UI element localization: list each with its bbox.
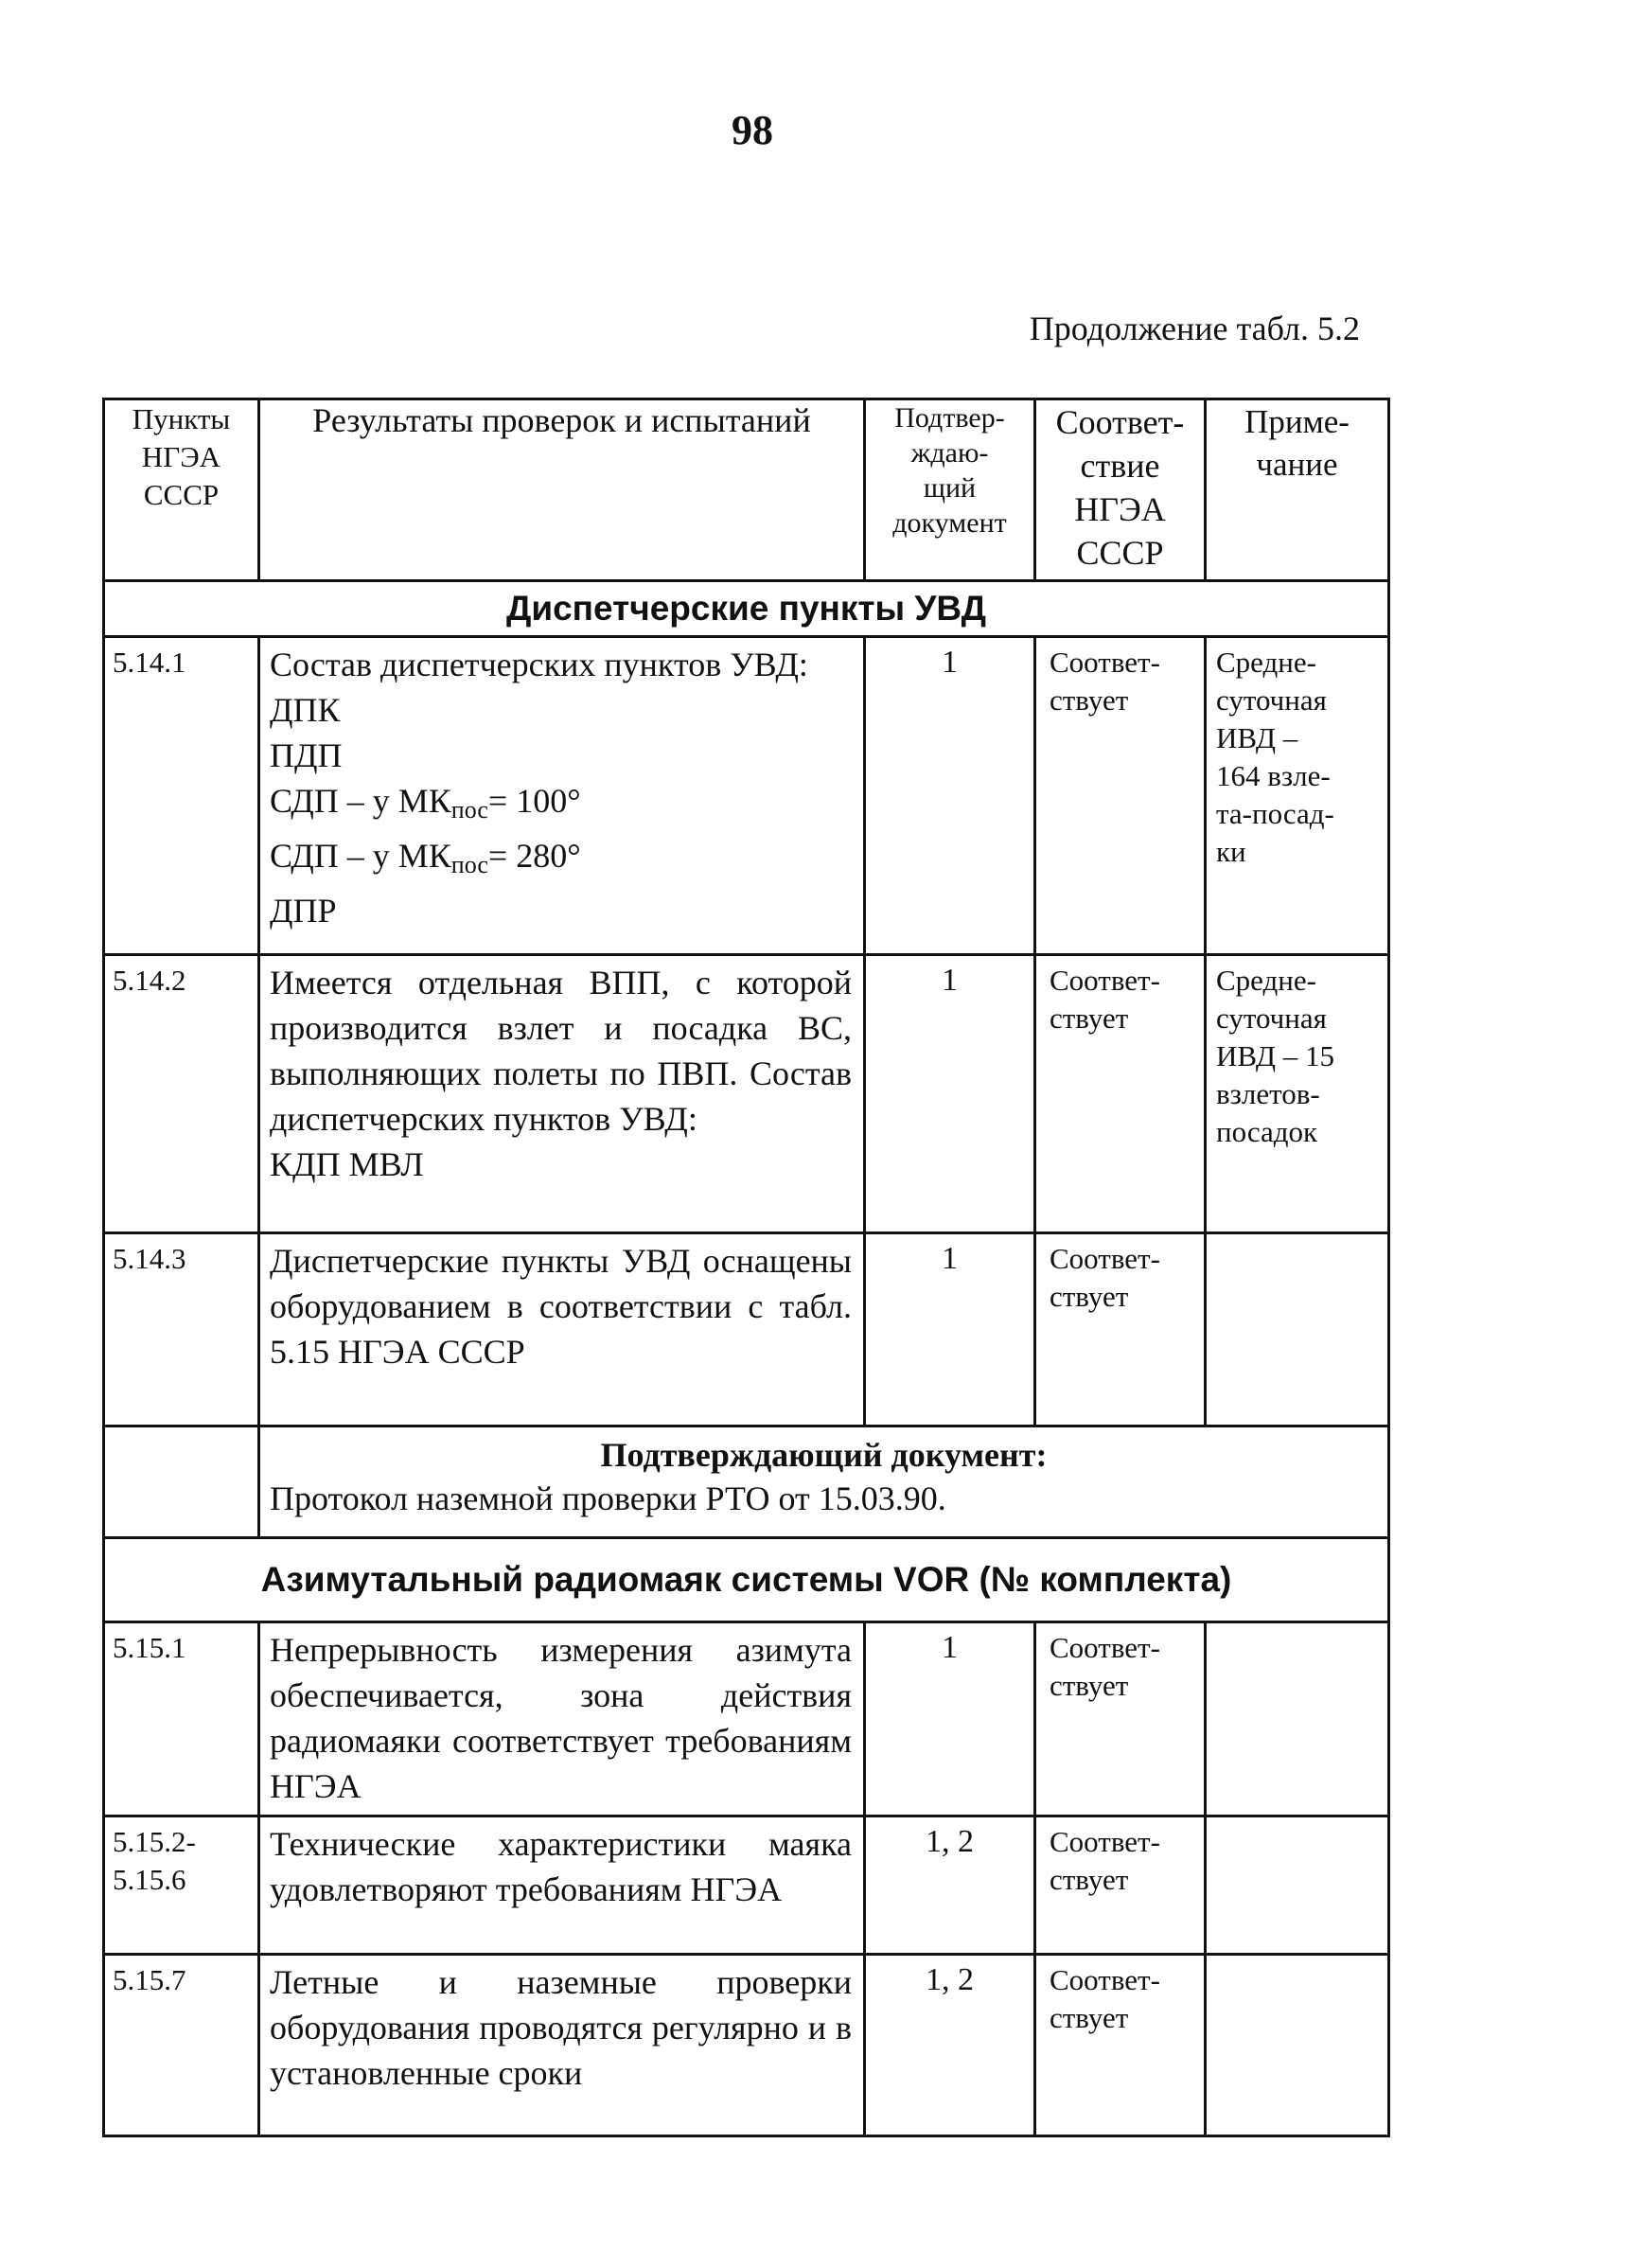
header-results: Результаты проверок и испытаний bbox=[259, 399, 865, 581]
note-cell bbox=[1206, 1622, 1389, 1816]
table-header-row bbox=[104, 399, 1389, 581]
item-number: 5.14.2 bbox=[104, 955, 259, 1233]
item-number: 5.15.2- 5.15.6 bbox=[104, 1816, 259, 1955]
section-title-dispatch: Диспетчерские пункты УВД bbox=[104, 581, 1389, 637]
result-cell: Состав диспетчерских пунктов УВД: ДПК ПДП СДП – у $МК_{пос}= 100^\circ$ СДП – у $МК_{пос}= 280^\circ$ ДПР bbox=[259, 637, 865, 955]
compliance-cell: Соответ- ствует bbox=[1035, 637, 1206, 955]
compliance-cell: Соответ- ствует bbox=[1035, 1955, 1206, 2136]
section-row bbox=[104, 1538, 1389, 1622]
note-cell: Средне- суточная ИВД – 164 взле- та-посад- ки bbox=[1206, 637, 1389, 955]
confirm-document-text: Протокол наземной проверки РТО от 15.03.90. bbox=[270, 1480, 946, 1517]
document-ref: 1, 2 bbox=[865, 1816, 1035, 1955]
result-cell: Имеется отдельная ВПП, с которой производится взлет и посадка ВС, выполняющих полеты по ПВП. Состав диспетчерских пунктов УВД: КДП МВЛ bbox=[259, 955, 865, 1233]
note-cell bbox=[1206, 1233, 1389, 1426]
empty-cell bbox=[104, 1426, 259, 1538]
header-items: Пункты НГЭА СССР bbox=[104, 399, 259, 581]
page-number: 98 bbox=[732, 107, 773, 153]
document-ref: 1 bbox=[865, 1622, 1035, 1816]
note-cell bbox=[1206, 1816, 1389, 1955]
table-row bbox=[104, 1816, 1389, 1955]
result-cell: Непрерывность измерения азимута обеспечивается, зона действия радиомаяки соответствует требованиям НГЭА bbox=[259, 1622, 865, 1816]
document-ref: 1 bbox=[865, 637, 1035, 955]
table-row bbox=[104, 1955, 1389, 2136]
compliance-cell: Соответ- ствует bbox=[1035, 1622, 1206, 1816]
section-title-vor: Азимутальный радиомаяк системы VOR (№ комплекта) bbox=[104, 1538, 1389, 1622]
compliance-table bbox=[102, 398, 1390, 2137]
result-cell: Технические характеристики маяка удовлетворяют требованиям НГЭА bbox=[259, 1816, 865, 1955]
table-row bbox=[104, 1622, 1389, 1816]
confirm-document-row bbox=[104, 1426, 1389, 1538]
confirm-document-title: Подтверждающий документ: bbox=[600, 1436, 1048, 1474]
item-number: 5.14.1 bbox=[104, 637, 259, 955]
document-ref: 1 bbox=[865, 955, 1035, 1233]
table-row bbox=[104, 1233, 1389, 1426]
note-cell: Средне- суточная ИВД – 15 взлетов- посадок bbox=[1206, 955, 1389, 1233]
note-cell bbox=[1206, 1955, 1389, 2136]
mk-landing-280: СДП – у $МК_{пос}= 280^\circ$ bbox=[270, 837, 581, 878]
item-number: 5.15.7 bbox=[104, 1955, 259, 2136]
document-ref: 1, 2 bbox=[865, 1955, 1035, 2136]
header-confirming-document: Подтвер- ждаю- щий документ bbox=[865, 399, 1035, 581]
result-cell: Диспетчерские пункты УВД оснащены оборудованием в соответствии с табл. 5.15 НГЭА СССР bbox=[259, 1233, 865, 1426]
compliance-cell: Соответ- ствует bbox=[1035, 955, 1206, 1233]
compliance-cell: Соответ- ствует bbox=[1035, 1816, 1206, 1955]
item-number: 5.15.1 bbox=[104, 1622, 259, 1816]
item-number: 5.14.3 bbox=[104, 1233, 259, 1426]
header-note: Приме- чание bbox=[1206, 399, 1389, 581]
table-row bbox=[104, 637, 1389, 955]
document-ref: 1 bbox=[865, 1233, 1035, 1426]
compliance-cell: Соответ- ствует bbox=[1035, 1233, 1206, 1426]
table-row bbox=[104, 955, 1389, 1233]
confirm-document-cell bbox=[259, 1426, 1389, 1538]
section-row bbox=[104, 581, 1389, 637]
header-compliance: Соответ- ствие НГЭА СССР bbox=[1035, 399, 1206, 581]
result-cell: Летные и наземные проверки оборудования проводятся регулярно и в установленные сроки bbox=[259, 1955, 865, 2136]
mk-landing-100: СДП – у $МК_{пос}= 100^\circ$ bbox=[270, 782, 581, 824]
table-continuation-label: Продолжение табл. 5.2 bbox=[1029, 310, 1360, 347]
